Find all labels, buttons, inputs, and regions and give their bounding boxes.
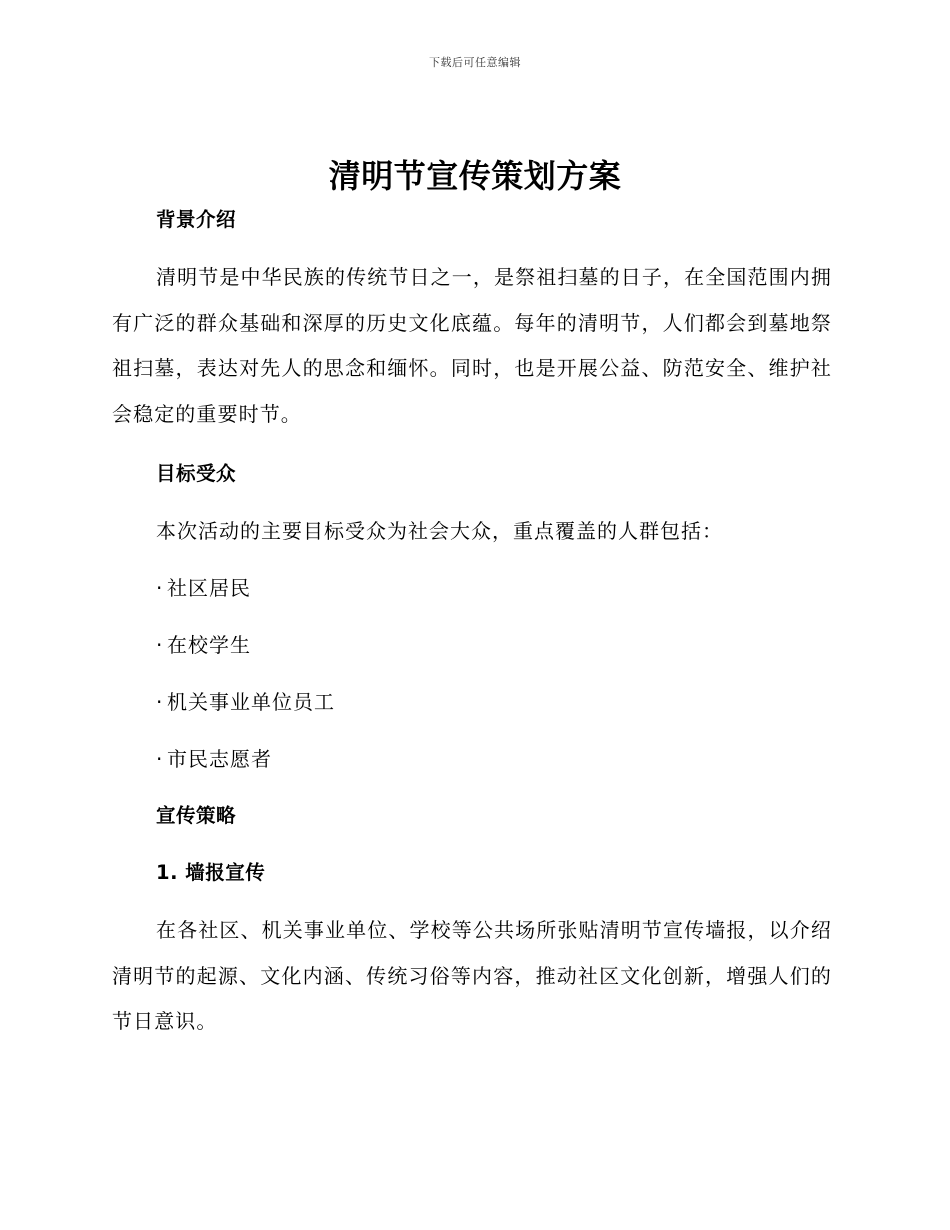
list-item-text: 市民志愿者 <box>167 747 272 771</box>
bullet-icon: · <box>156 747 164 771</box>
list-item <box>112 573 832 603</box>
list-item-text: 机关事业单位员工 <box>167 690 335 714</box>
list-item <box>112 744 832 774</box>
header-note: 下载后可任意编辑 <box>429 56 521 69</box>
list-item <box>112 630 832 660</box>
list-item <box>112 687 832 717</box>
list-item-text: 在校学生 <box>167 633 251 657</box>
section-heading-background: 背景介绍 <box>156 208 237 231</box>
document-body <box>112 205 832 1045</box>
audience-list <box>112 573 832 774</box>
audience-intro: 本次活动的主要目标受众为社会大众，重点覆盖的人群包括： <box>156 519 723 543</box>
wall-poster-paragraph: 在各社区、机关事业单位、学校等公共场所张贴清明节宣传墙报，以介绍清明节的起源、文化内涵、传统习俗等内容，推动社区文化创新，增强人们的节日意识。 <box>112 918 832 1033</box>
subheading-wall-poster: 1. 墙报宣传 <box>156 861 266 884</box>
section-heading-audience: 目标受众 <box>156 462 237 485</box>
background-paragraph: 清明节是中华民族的传统节日之一，是祭祖扫墓的日子，在全国范围内拥有广泛的群众基础和深厚的历史文化底蕴。每年的清明节，人们都会到墓地祭祖扫墓，表达对先人的思念和缅怀。同时，也是开展公益、防范安全、维护社会稳定的重要时节。 <box>112 265 832 426</box>
document-title: 清明节宣传策划方案 <box>328 157 622 195</box>
bullet-icon: · <box>156 576 164 600</box>
list-item-text: 社区居民 <box>167 576 251 600</box>
section-heading-strategy: 宣传策略 <box>156 804 237 827</box>
bullet-icon: · <box>156 690 164 714</box>
bullet-icon: · <box>156 633 164 657</box>
